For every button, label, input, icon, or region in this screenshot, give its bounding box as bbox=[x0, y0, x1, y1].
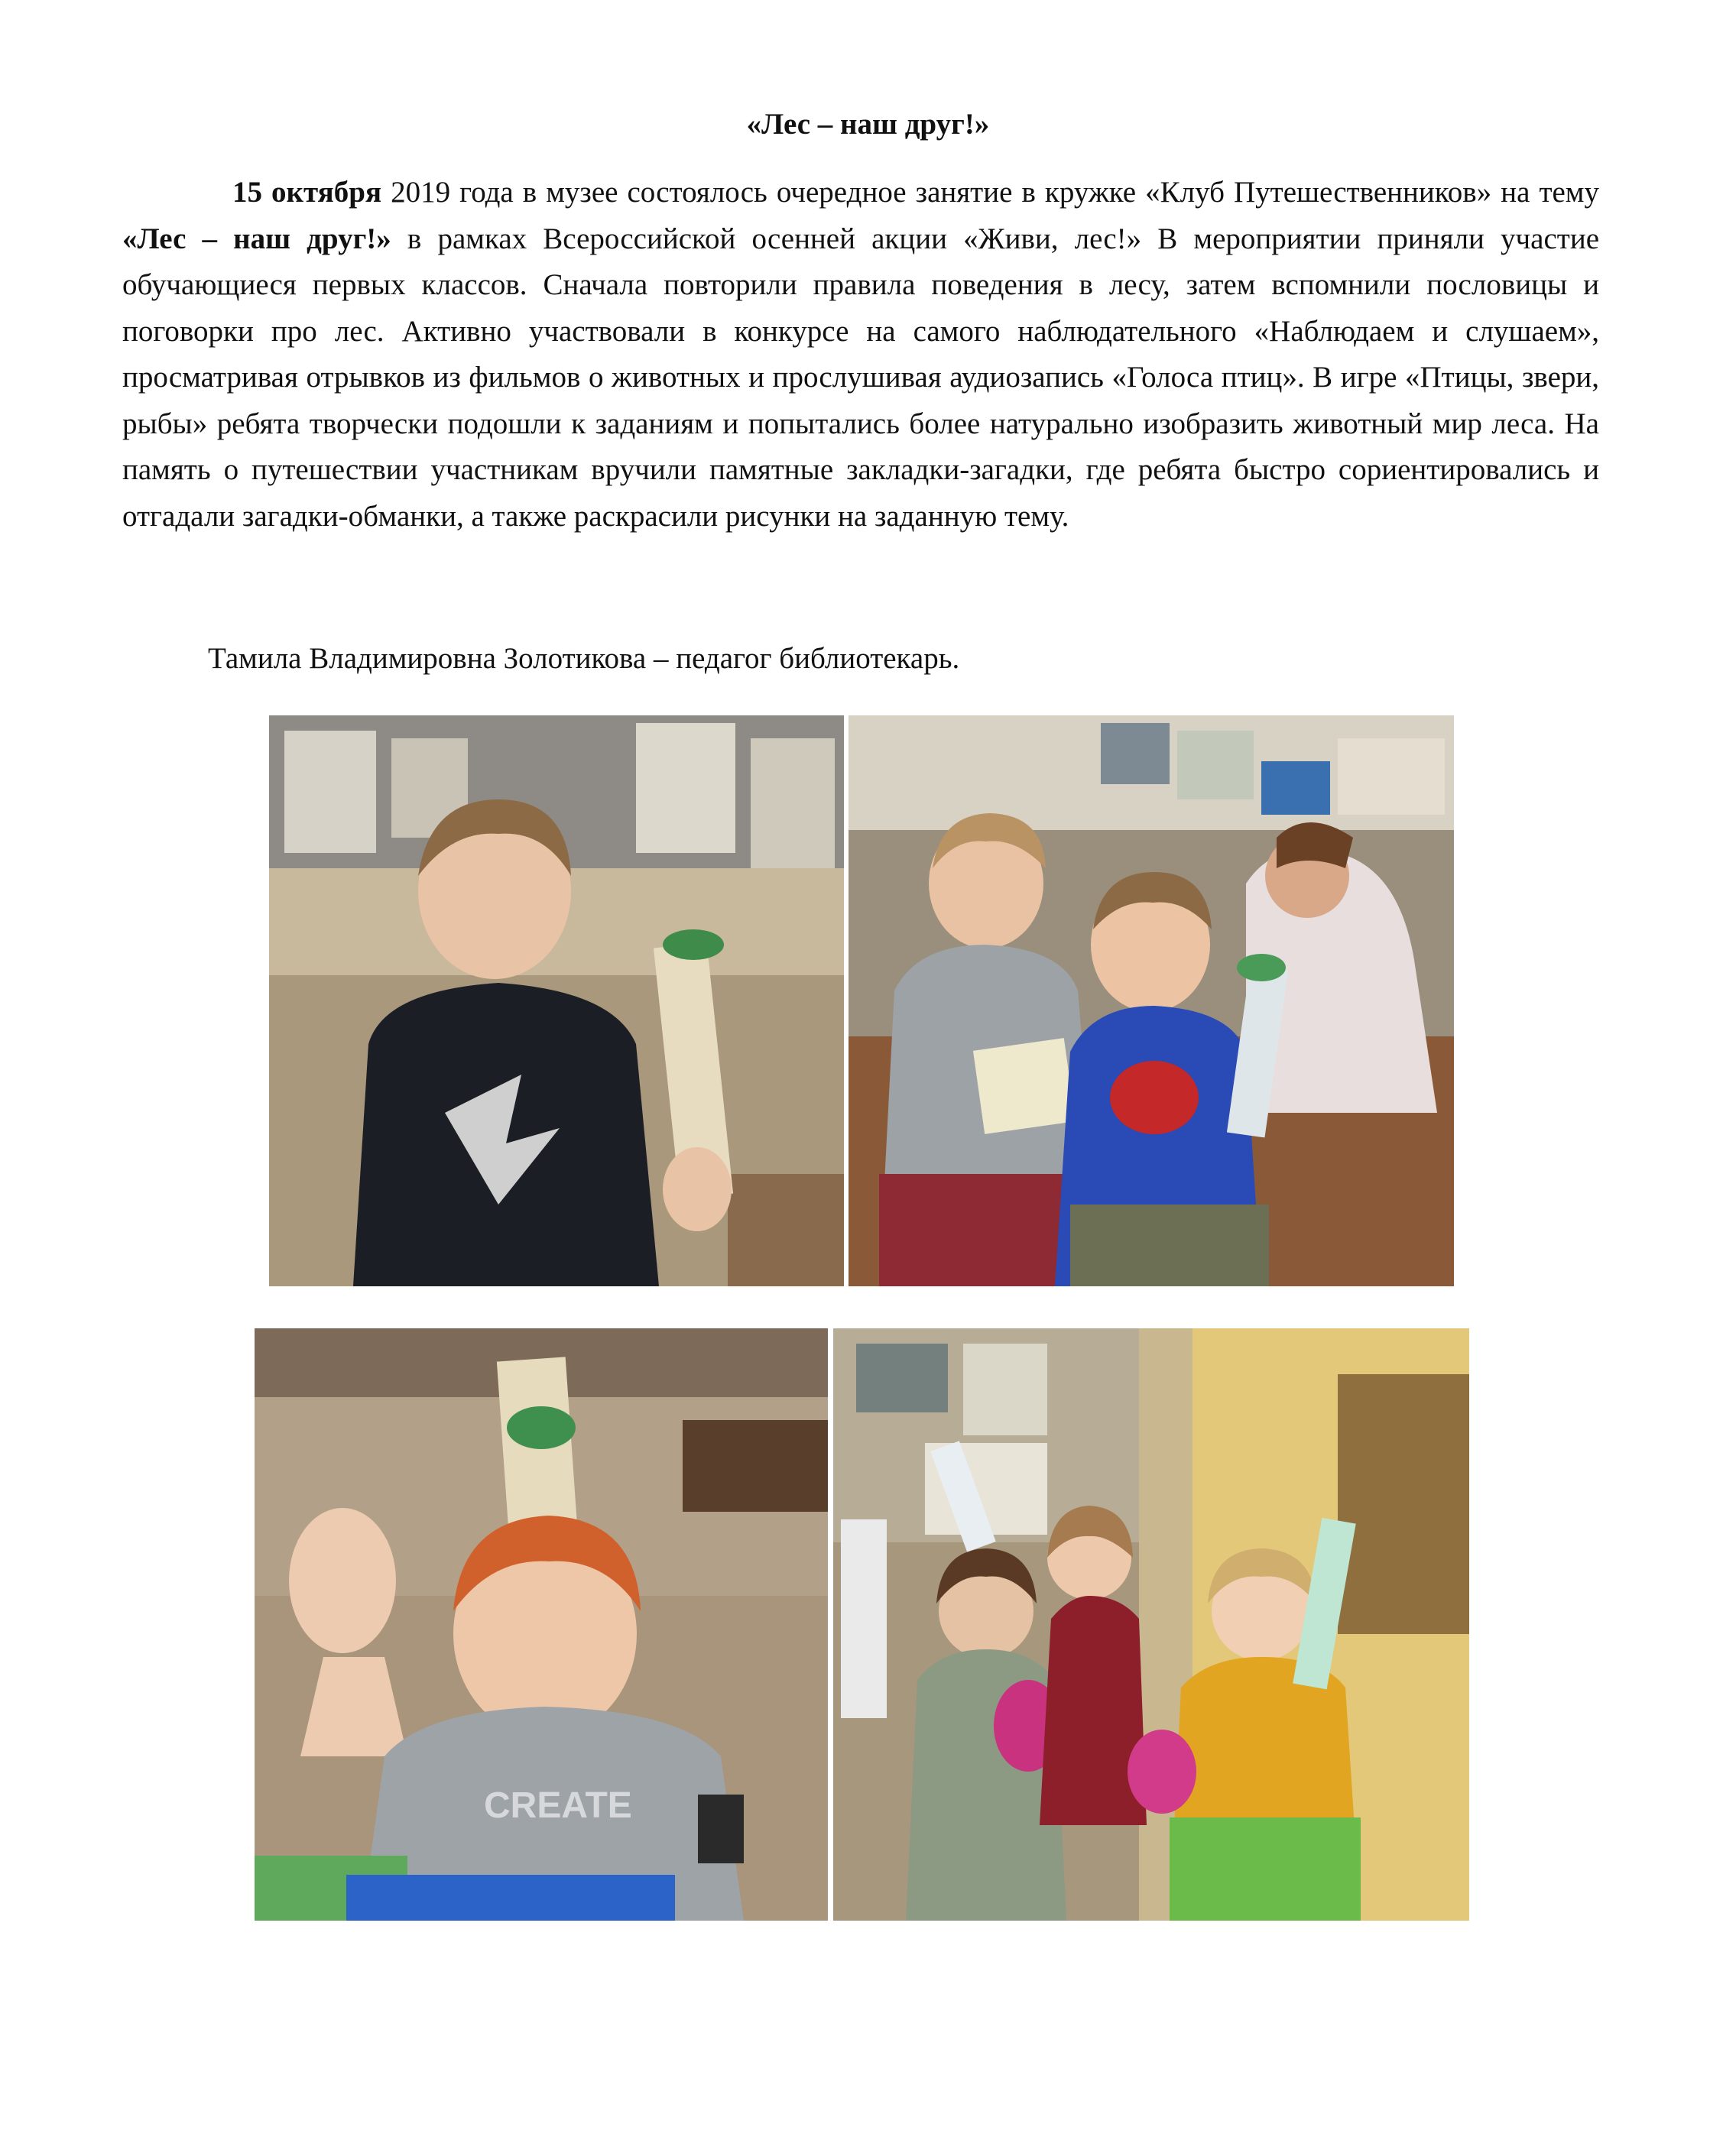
author-signature: Тамила Владимировна Золотикова – педагог библиотекарь. bbox=[208, 642, 960, 675]
photo-three-children bbox=[833, 1328, 1469, 1921]
photo-boy-with-bookmark bbox=[269, 715, 844, 1286]
paragraph-text-2: в рамках Всероссийской осенней акции «Живи, лес!» В мероприятии приняли участие обучающиеся первых классов. Сначала повторили правила поведения в лесу, затем вспомнили пословицы и поговорки про лес. Активно участвовали в конкурсе на самого наблюдательного «Наблюдаем и слушаем», просматривая отрывков из фильмов о животных и прослушивая аудиозапись «Голоса птиц». В игре «Птицы, звери, рыбы» ребята творчески подошли к заданиям и попытались более натурально изобразить животный мир леса. На память о путешествии участникам вручили памятные закладки-загадки, где ребята быстро сориентировались и отгадали загадки-обманки, а также раскрасили рисунки на заданную тему. bbox=[122, 222, 1599, 533]
photo-two-boys bbox=[849, 715, 1454, 1286]
paragraph-text-1: 2019 года в музее состоялось очередное занятие в кружке «Клуб Путешественников» на тему bbox=[381, 176, 1599, 209]
photo-red-haired-boy bbox=[255, 1328, 828, 1921]
photo-2-image bbox=[849, 715, 1454, 1286]
main-paragraph bbox=[122, 170, 1599, 540]
photo-4-image bbox=[833, 1328, 1469, 1921]
svg-text:CREATE: CREATE bbox=[484, 1785, 632, 1826]
event-topic: «Лес – наш друг!» bbox=[122, 222, 391, 255]
photo-1-image bbox=[269, 715, 844, 1286]
page-title: «Лес – наш друг!» bbox=[746, 108, 990, 141]
photo-3-image bbox=[255, 1328, 828, 1921]
event-date: 15 октября bbox=[232, 176, 382, 209]
